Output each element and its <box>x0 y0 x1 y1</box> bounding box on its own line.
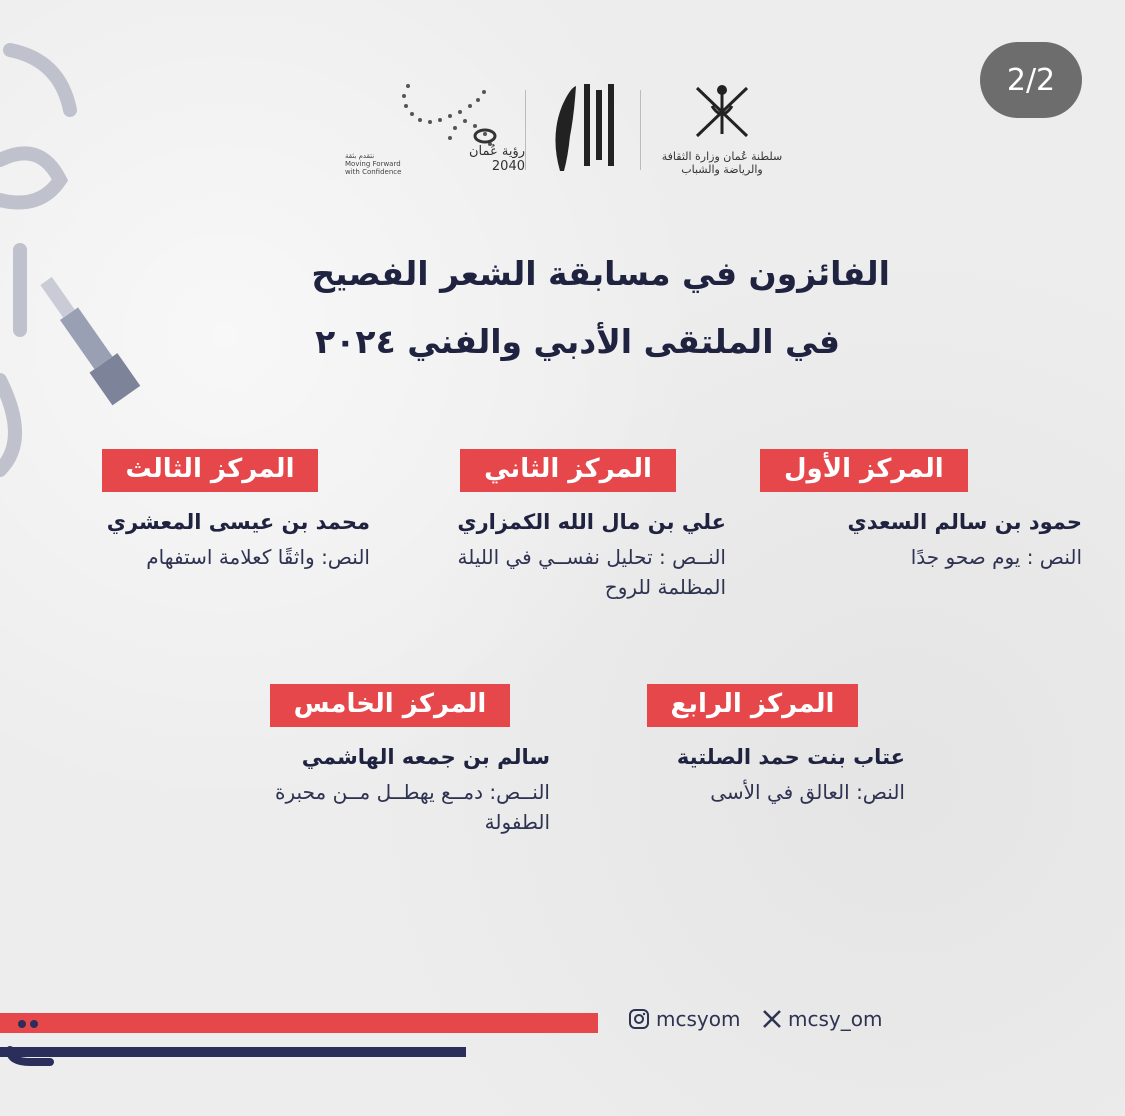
oman-emblem-icon <box>657 76 787 146</box>
oman-vision-logo <box>335 76 525 176</box>
instagram-icon <box>628 1008 650 1030</box>
logo-divider <box>640 90 641 170</box>
place-card-fourth <box>600 684 905 807</box>
footer-navy-bar <box>0 1047 466 1057</box>
winner-text: النص: العالق في الأسى <box>710 780 905 804</box>
forum-logo <box>540 76 630 176</box>
page-counter: 2/2 <box>980 42 1082 118</box>
place-badge: المركز الخامس <box>270 684 511 727</box>
vision-english-text: نتقدم بثقة Moving Forward with Confidence <box>345 152 402 176</box>
social-x[interactable] <box>762 1007 882 1031</box>
winner-name: عتاب بنت حمد الصلتية <box>676 745 905 769</box>
place-badge: المركز الأول <box>760 449 968 492</box>
winner-text: النص: واثقًا كعلامة استفهام <box>146 545 370 569</box>
x-handle: mcsy_om <box>788 1007 883 1031</box>
place-card-third <box>50 449 370 572</box>
place-card-first <box>760 449 1082 572</box>
winner-text: النــص: دمــع يهطــل مــن محبرة الطفولة <box>275 780 550 834</box>
logo-divider <box>525 90 526 170</box>
winner-name: علي بن مال الله الكمزاري <box>457 510 726 534</box>
logo-bar <box>335 70 795 180</box>
page-title-line-2: في الملتقى الأدبي والفني ٢٠٢٤ <box>315 322 840 361</box>
decorative-calligraphy-icon <box>0 20 140 480</box>
winner-name: محمد بن عيسى المعشري <box>106 510 370 534</box>
x-logo-icon <box>762 1009 782 1029</box>
ministry-name: سلطنة عُمان وزارة الثقافة والرياضة والشباب <box>661 150 783 176</box>
vision-arabic-text: رؤية عُمان 2040 <box>468 144 525 174</box>
feather-icon <box>540 76 630 176</box>
place-badge: المركز الثالث <box>102 449 319 492</box>
place-badge: المركز الثاني <box>460 449 676 492</box>
decorative-letter-icon <box>0 1000 60 1070</box>
winner-text: النــص : تحليل نفســي في الليلة المظلمة للروح <box>457 545 726 599</box>
winner-text: النص : يوم صحو جدًا <box>910 545 1082 569</box>
social-instagram[interactable] <box>628 1007 740 1031</box>
footer-red-bar <box>0 1013 598 1033</box>
place-badge: المركز الرابع <box>647 684 859 727</box>
winner-name: سالم بن جمعه الهاشمي <box>301 745 550 769</box>
instagram-handle: mcsyom <box>656 1007 741 1031</box>
page-title-line-1: الفائزون في مسابقة الشعر الفصيح <box>311 254 890 293</box>
place-card-fifth <box>230 684 550 837</box>
winner-name: حمود بن سالم السعدي <box>847 510 1082 534</box>
place-card-second <box>410 449 726 602</box>
ministry-logo <box>657 76 787 176</box>
